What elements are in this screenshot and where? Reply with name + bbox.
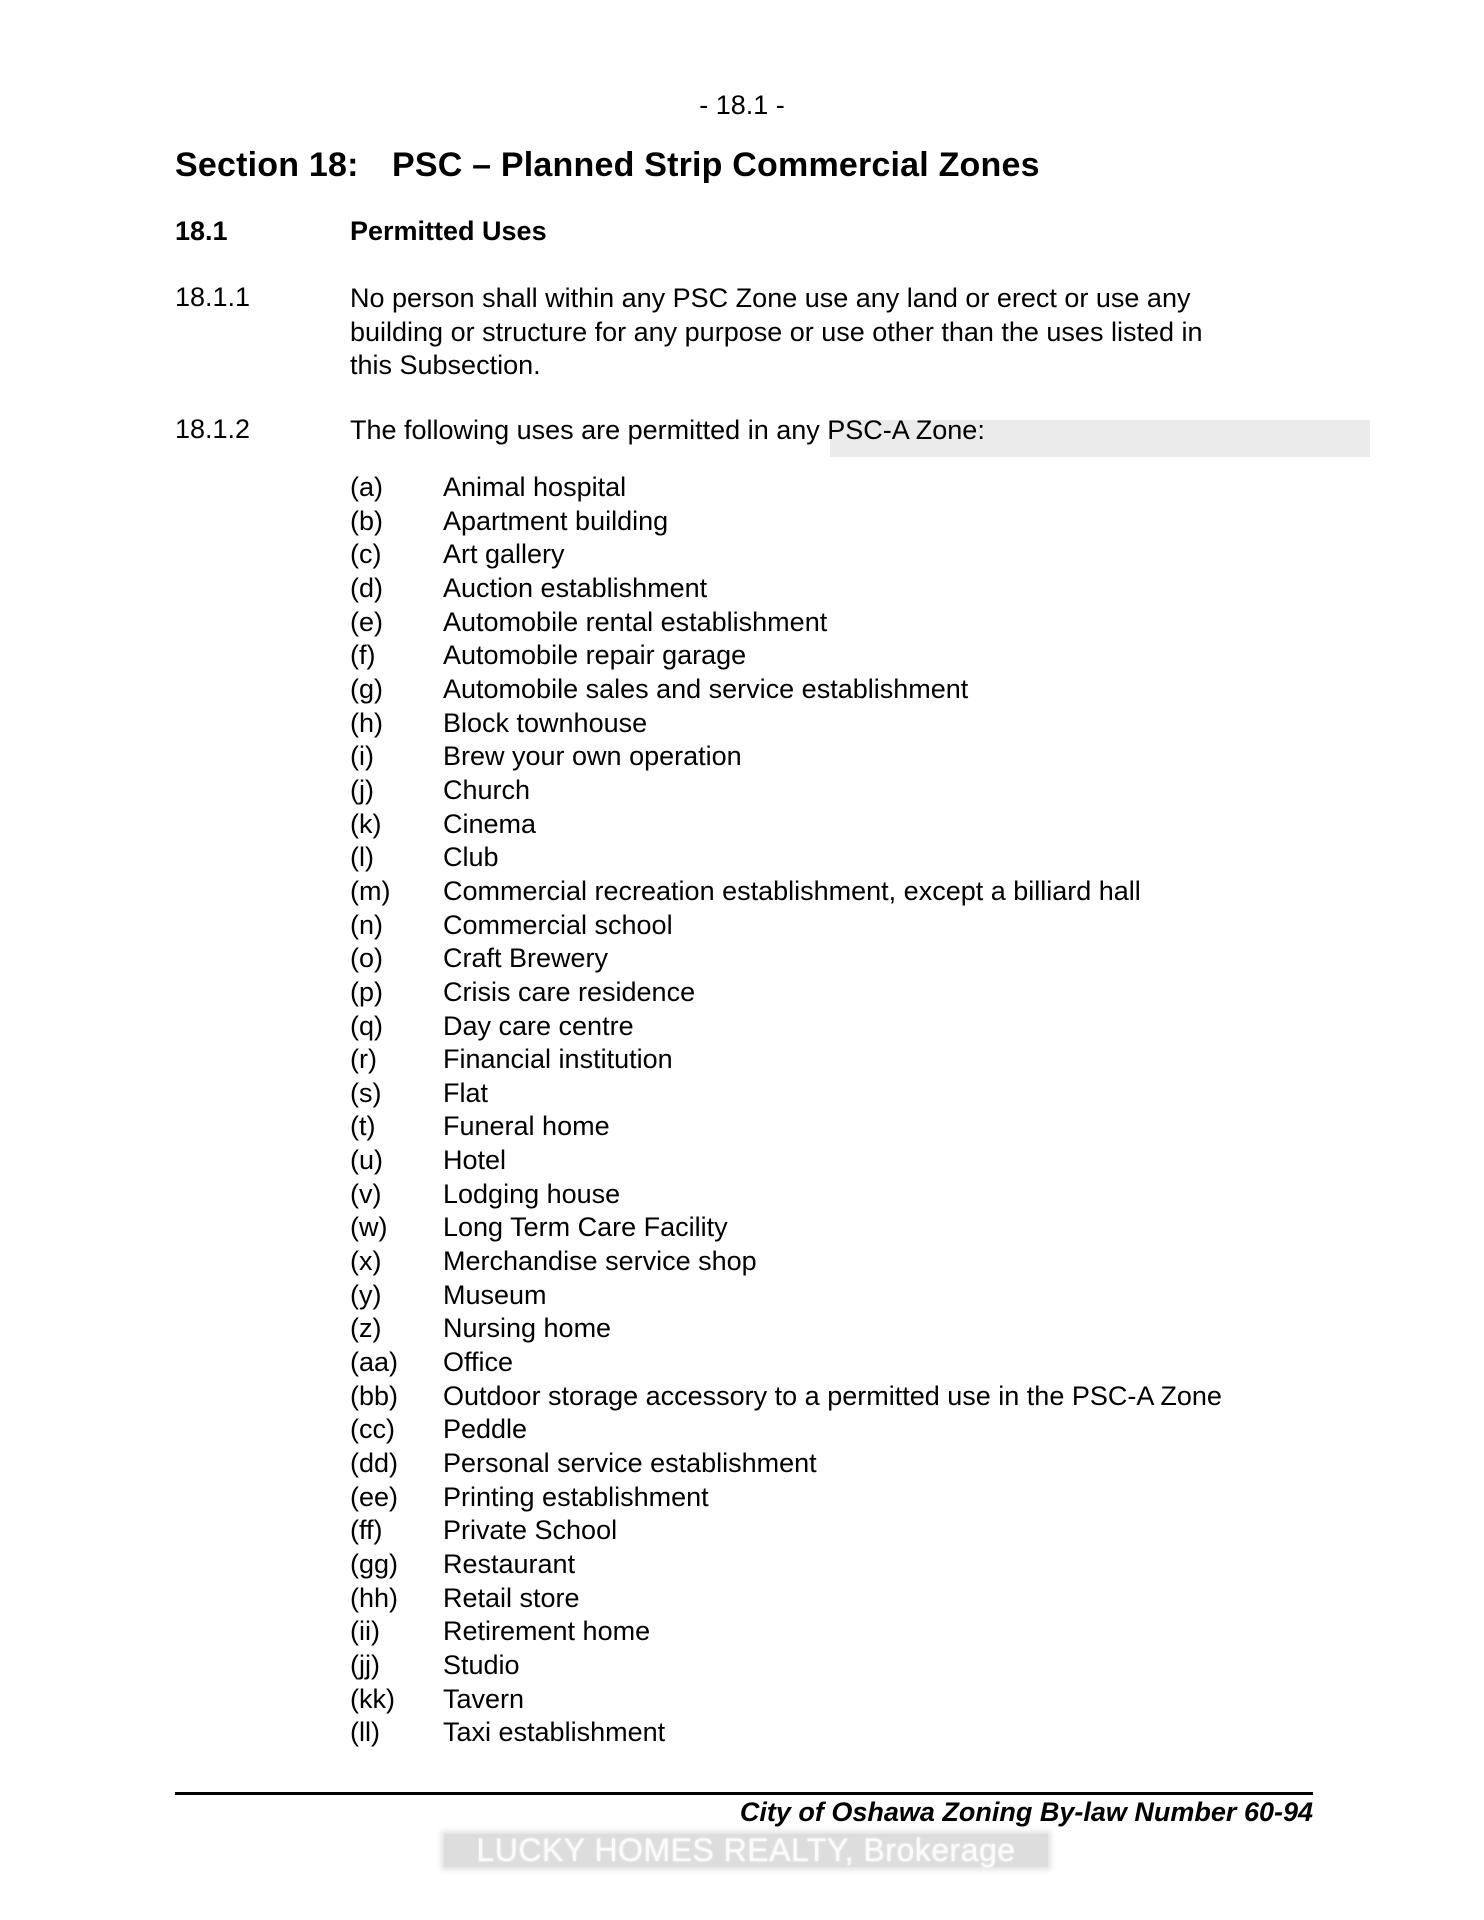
list-item-text: Private School <box>443 1515 618 1546</box>
list-item-label: (x) <box>350 1246 382 1277</box>
list-item <box>350 875 1410 909</box>
list-item-text: Flat <box>443 1077 489 1108</box>
list-item <box>350 1380 1410 1414</box>
list-item-text: Retail store <box>443 1582 580 1613</box>
list-item-text: Block townhouse <box>443 707 648 738</box>
list-item-label: (g) <box>350 673 383 704</box>
list-item-text: Printing establishment <box>443 1481 709 1512</box>
list-item <box>350 572 1410 606</box>
list-item <box>350 673 1410 707</box>
list-item <box>350 740 1410 774</box>
list-item <box>350 976 1410 1010</box>
list-item <box>350 1683 1410 1717</box>
list-item-label: (i) <box>350 741 374 772</box>
clause-line: this Subsection. <box>350 350 541 380</box>
list-item <box>350 639 1410 673</box>
list-item-text: Hotel <box>443 1145 507 1176</box>
list-item-text: Animal hospital <box>443 472 627 502</box>
list-item-label: (cc) <box>350 1414 395 1445</box>
list-item-label: (h) <box>350 707 383 738</box>
list-item-text: Funeral home <box>443 1111 610 1142</box>
list-item <box>350 1346 1410 1380</box>
list-item-label: (e) <box>350 606 383 637</box>
clause-text-18-1-1 <box>350 282 1360 383</box>
list-item <box>350 505 1410 539</box>
list-item-text: Automobile repair garage <box>443 640 747 671</box>
list-item <box>350 774 1410 808</box>
list-item-text: Art gallery <box>443 539 565 570</box>
list-item-text: Peddle <box>443 1414 528 1445</box>
permitted-uses-list <box>350 471 1410 1750</box>
list-item-label: (ii) <box>350 1616 380 1647</box>
list-item <box>350 1110 1410 1144</box>
list-item-label: (t) <box>350 1111 376 1142</box>
list-item-text: Nursing home <box>443 1313 612 1344</box>
list-item <box>350 1178 1410 1212</box>
list-item-text: Automobile rental establishment <box>443 606 828 637</box>
list-item-label: (a) <box>350 472 383 502</box>
list-item-label: (o) <box>350 943 383 974</box>
list-item-text: Financial institution <box>443 1044 673 1075</box>
list-item-text: Commercial school <box>443 909 673 940</box>
list-item-text: Office <box>443 1347 514 1378</box>
list-item <box>350 841 1410 875</box>
clause-number-18-1-2: 18.1.2 <box>175 414 251 444</box>
list-item <box>350 808 1410 842</box>
list-item-label: (ll) <box>350 1717 380 1748</box>
list-item-label: (r) <box>350 1044 377 1075</box>
watermark-band <box>444 1834 1048 1867</box>
list-item-label: (bb) <box>350 1380 399 1411</box>
list-item <box>350 538 1410 572</box>
watermark-text: LUCKY HOMES REALTY, Brokerage <box>476 1832 1016 1868</box>
list-item-label: (f) <box>350 640 376 671</box>
list-item-label: (c) <box>350 539 382 570</box>
list-item <box>350 1043 1410 1077</box>
list-item-text: Craft Brewery <box>443 943 609 974</box>
list-item <box>350 1514 1410 1548</box>
list-item-label: (l) <box>350 842 374 873</box>
clause-line: building or structure for any purpose or use other than the uses listed in <box>350 316 1203 347</box>
list-item-text: Long Term Care Facility <box>443 1212 728 1243</box>
clause-line: No person shall within any PSC Zone use any land or erect or use any <box>350 283 1191 313</box>
list-item-label: (v) <box>350 1178 382 1209</box>
clause-number-18-1-1: 18.1.1 <box>175 282 251 312</box>
list-item-label: (d) <box>350 572 383 603</box>
list-item <box>350 1447 1410 1481</box>
list-item <box>350 1716 1410 1750</box>
list-item-text: Day care centre <box>443 1010 634 1041</box>
list-item-text: Crisis care residence <box>443 976 696 1007</box>
list-item-text: Commercial recreation establishment, except a billiard hall <box>443 875 1141 906</box>
list-item-label: (j) <box>350 774 374 805</box>
list-item <box>350 1077 1410 1111</box>
list-item-text: Merchandise service shop <box>443 1246 757 1277</box>
list-item-text: Auction establishment <box>443 572 708 603</box>
list-item-label: (ff) <box>350 1515 383 1546</box>
page-number-header: - 18.1 - <box>699 90 785 120</box>
list-item-text: Church <box>443 774 531 805</box>
list-item-label: (k) <box>350 808 382 839</box>
list-item <box>350 1615 1410 1649</box>
list-item-text: Brew your own operation <box>443 741 742 772</box>
list-item <box>350 707 1410 741</box>
list-item-label: (p) <box>350 976 383 1007</box>
list-item <box>350 1144 1410 1178</box>
list-item <box>350 1649 1410 1683</box>
list-item-label: (hh) <box>350 1582 399 1613</box>
list-item-label: (gg) <box>350 1549 399 1579</box>
list-item-label: (dd) <box>350 1448 399 1479</box>
section-title: PSC – Planned Strip Commercial Zones <box>392 146 1040 184</box>
list-item <box>350 606 1410 640</box>
list-item-text: Cinema <box>443 808 537 839</box>
list-item-text: Club <box>443 842 499 873</box>
list-item <box>350 1279 1410 1313</box>
section-number: Section 18: <box>175 146 359 184</box>
list-item-label: (z) <box>350 1313 382 1344</box>
list-item-text: Tavern <box>443 1683 525 1714</box>
list-item <box>350 1211 1410 1245</box>
list-item <box>350 1245 1410 1279</box>
list-item <box>350 1481 1410 1515</box>
list-item-label: (b) <box>350 505 383 536</box>
list-item-label: (ee) <box>350 1481 399 1512</box>
list-item-label: (m) <box>350 875 391 906</box>
list-item-label: (w) <box>350 1212 388 1243</box>
list-item-label: (u) <box>350 1145 383 1176</box>
list-item-text: Studio <box>443 1649 520 1680</box>
list-item <box>350 471 1410 505</box>
list-item-label: (aa) <box>350 1347 399 1378</box>
list-item-label: (y) <box>350 1279 382 1310</box>
list-item-text: Museum <box>443 1279 547 1310</box>
list-item <box>350 909 1410 943</box>
list-item <box>350 942 1410 976</box>
subsection-number: 18.1 <box>175 216 228 246</box>
list-item-label: (n) <box>350 909 383 940</box>
footer-bylaw-title: City of Oshawa Zoning By-law Number 60-94 <box>739 1797 1313 1827</box>
list-item-label: (kk) <box>350 1683 395 1714</box>
subsection-title: Permitted Uses <box>350 216 547 246</box>
list-item-text: Outdoor storage accessory to a permitted use in the PSC-A Zone <box>443 1380 1222 1411</box>
list-item-text: Lodging house <box>443 1178 621 1209</box>
footer-divider <box>175 1792 1313 1795</box>
list-item-label: (jj) <box>350 1649 380 1680</box>
list-item-label: (q) <box>350 1010 383 1041</box>
list-item-text: Personal service establishment <box>443 1448 817 1479</box>
list-item-text: Apartment building <box>443 505 669 536</box>
list-item-label: (s) <box>350 1077 382 1108</box>
list-item-text: Automobile sales and service establishment <box>443 673 969 704</box>
list-item <box>350 1413 1410 1447</box>
clause-text-18-1-2: The following uses are permitted in any PSC-A Zone: <box>350 415 985 445</box>
list-item <box>350 1548 1410 1582</box>
list-item <box>350 1582 1410 1616</box>
list-item-text: Taxi establishment <box>443 1717 666 1748</box>
list-item <box>350 1312 1410 1346</box>
list-item-text: Restaurant <box>443 1549 576 1579</box>
list-item-text: Retirement home <box>443 1616 651 1647</box>
list-item <box>350 1010 1410 1044</box>
